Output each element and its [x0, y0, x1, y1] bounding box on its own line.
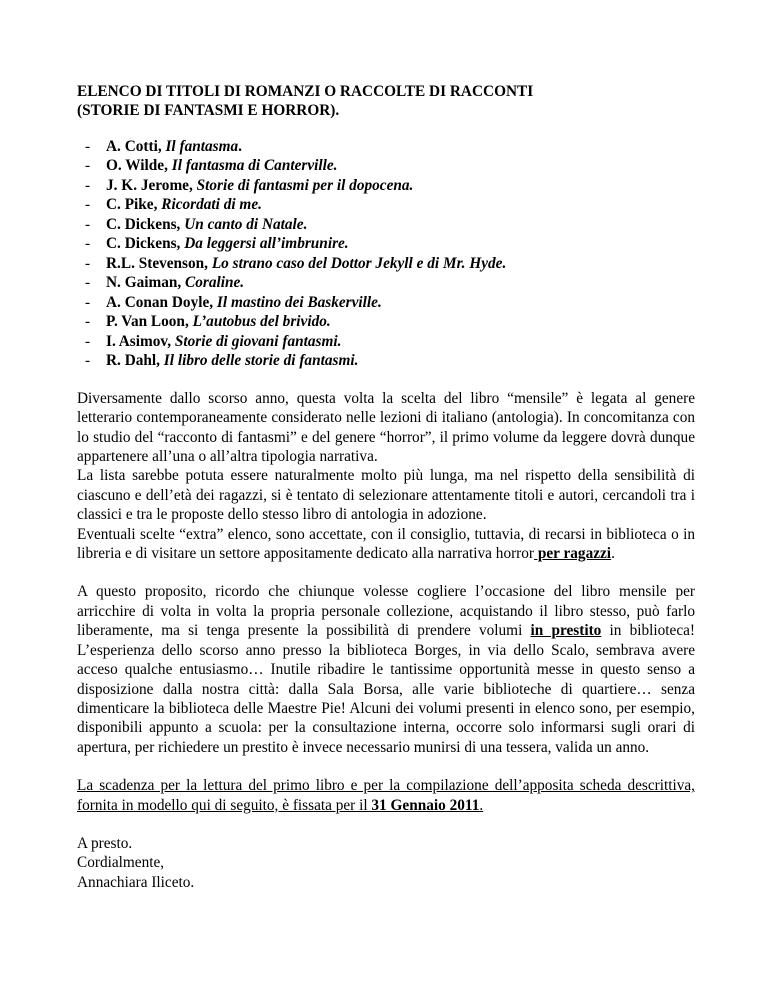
book-author: N. Gaiman,	[106, 274, 186, 292]
book-title: L’autobus del brivido.	[192, 313, 331, 331]
document-page	[77, 82, 695, 892]
book-author: O. Wilde,	[106, 157, 172, 175]
book-title: Lo strano caso del Dottor Jekyll e di Mr. Hyde.	[211, 254, 507, 272]
list-bullet: -	[85, 196, 91, 214]
book-author: C. Dickens,	[106, 235, 185, 253]
book-list-item	[77, 312, 695, 332]
book-title: Il fantasma	[165, 137, 239, 155]
list-bullet: -	[85, 157, 91, 175]
book-author: J. K. Jerome,	[106, 176, 197, 194]
loan-paragraph	[77, 582, 695, 757]
book-title: Storie di giovani fantasmi.	[174, 332, 342, 350]
book-list-item	[77, 273, 695, 293]
book-list-item	[77, 137, 695, 157]
intro-sentence-3-text: Eventuali scelte “extra” elenco, sono accettate, con il consiglio, tuttavia, di recarsi in biblioteca o in libreria e di visitare un settore appositamente dedicato alla narrativa horror	[77, 525, 695, 563]
title-line-2: (STORIE DI FANTASMI E HORROR).	[77, 102, 340, 120]
book-author: A. Conan Doyle,	[106, 293, 217, 311]
book-author: I. Asimov,	[106, 332, 175, 350]
deadline-text: La scadenza per la lettura del primo libro e per la compilazione dell’apposita scheda descrittiva, fornita in modello qui di seguito, è fissata per il	[77, 777, 695, 814]
intro-sentence-3	[77, 525, 695, 564]
book-title: Un canto di Natale.	[184, 215, 308, 233]
document-title	[77, 82, 695, 121]
book-list-item	[77, 254, 695, 274]
book-list-item	[77, 195, 695, 215]
list-bullet: -	[85, 215, 91, 233]
book-title: Il mastino dei Baskerville.	[216, 293, 382, 311]
loan-text-after: in biblioteca! L’esperienza dello scorso anno presso la biblioteca Borges, in via dello Scalo, sembrava avere acceso qualche entusiasmo… Inutile ribadire le tantissime opportunità messe in questo senso a disposizione dalla nostra città: dalla Sala Borsa, alle varie biblioteche di quartiere… senza dimenticare la biblioteca delle Maestre Pie! Alcuni dei volumi presenti in elenco sono, per esempio, disponibili appunto a scuola: per la consultazione interna, occorre solo informarsi sugli orari di apertura, per richiedere un prestito è invece necessario munirsi di una tessera, valida un anno.	[77, 622, 695, 756]
book-title: Ricordati di me.	[161, 196, 262, 214]
book-list-item	[77, 156, 695, 176]
for-kids-emphasis: per ragazzi	[534, 545, 612, 563]
book-list-item	[77, 215, 695, 235]
book-list-item	[77, 293, 695, 313]
intro-sentence-3-end: .	[611, 545, 615, 563]
signoff-greeting: A presto.	[77, 834, 133, 852]
book-end: .	[238, 137, 242, 155]
list-bullet: -	[85, 332, 91, 350]
list-bullet: -	[85, 176, 91, 194]
book-author: C. Pike,	[106, 196, 162, 214]
loan-text-before: A questo proposito, ricordo che chiunque volesse cogliere l’occasione del libro mensile per arricchire di volta in volta la propria personale collezione, acquistando il libro stesso, può farlo liberamente, ma si tenga presente la possibilità di prendere volumi	[77, 583, 695, 640]
list-bullet: -	[85, 313, 91, 331]
book-list-item	[77, 351, 695, 371]
deadline-end: .	[479, 796, 484, 814]
intro-sentence-1: Diversamente dallo scorso anno, questa volta la scelta del libro “mensile” è legata al genere letterario contemporaneamente considerato nelle lezioni di italiano (antologia). In concomitanza con lo studio del “racconto di fantasmi” e del genere “horror”, il primo volume da leggere dovrà dunque appartenere all’una o all’altra tipologia narrativa.	[77, 389, 695, 466]
list-bullet: -	[85, 274, 91, 292]
list-bullet: -	[85, 352, 91, 370]
book-title: Il fantasma di Canterville.	[171, 157, 338, 175]
list-bullet: -	[85, 137, 91, 155]
book-list-item	[77, 176, 695, 196]
book-list-item	[77, 234, 695, 254]
deadline-paragraph	[77, 776, 695, 815]
book-list	[77, 137, 695, 371]
intro-sentence-2: La lista sarebbe potuta essere naturalmente molto più lunga, ma nel rispetto della sensibilità di ciascuno e dell’età dei ragazzi, si è tentato di selezionare attentamente titoli e autori, cercandoli tra i classici e tra le proposte dello stesso libro di antologia in adozione.	[77, 467, 695, 524]
signoff-closing: Cordialmente,	[77, 854, 165, 872]
deadline-date: 31 Gennaio 2011	[371, 796, 480, 814]
signoff-author: Annachiara Iliceto.	[77, 873, 195, 891]
intro-paragraph	[77, 389, 695, 564]
loan-emphasis: in prestito	[530, 622, 602, 640]
list-bullet: -	[85, 293, 91, 311]
book-author: C. Dickens,	[106, 215, 185, 233]
book-title: Storie di fantasmi per il dopocena.	[196, 176, 414, 194]
book-list-item	[77, 332, 695, 352]
list-bullet: -	[85, 254, 91, 272]
book-author: R.L. Stevenson,	[106, 254, 212, 272]
list-bullet: -	[85, 235, 91, 253]
book-title: Da leggersi all’imbrunire.	[184, 235, 349, 253]
signoff	[77, 834, 695, 892]
title-line-1: ELENCO DI TITOLI DI ROMANZI O RACCOLTE DI RACCONTI	[77, 83, 534, 100]
book-title: Coraline.	[185, 274, 245, 292]
book-title: Il libro delle storie di fantasmi.	[163, 352, 359, 370]
book-author: R. Dahl,	[106, 352, 164, 370]
book-author: A. Cotti,	[106, 137, 166, 155]
book-author: P. Van Loon,	[106, 313, 193, 331]
